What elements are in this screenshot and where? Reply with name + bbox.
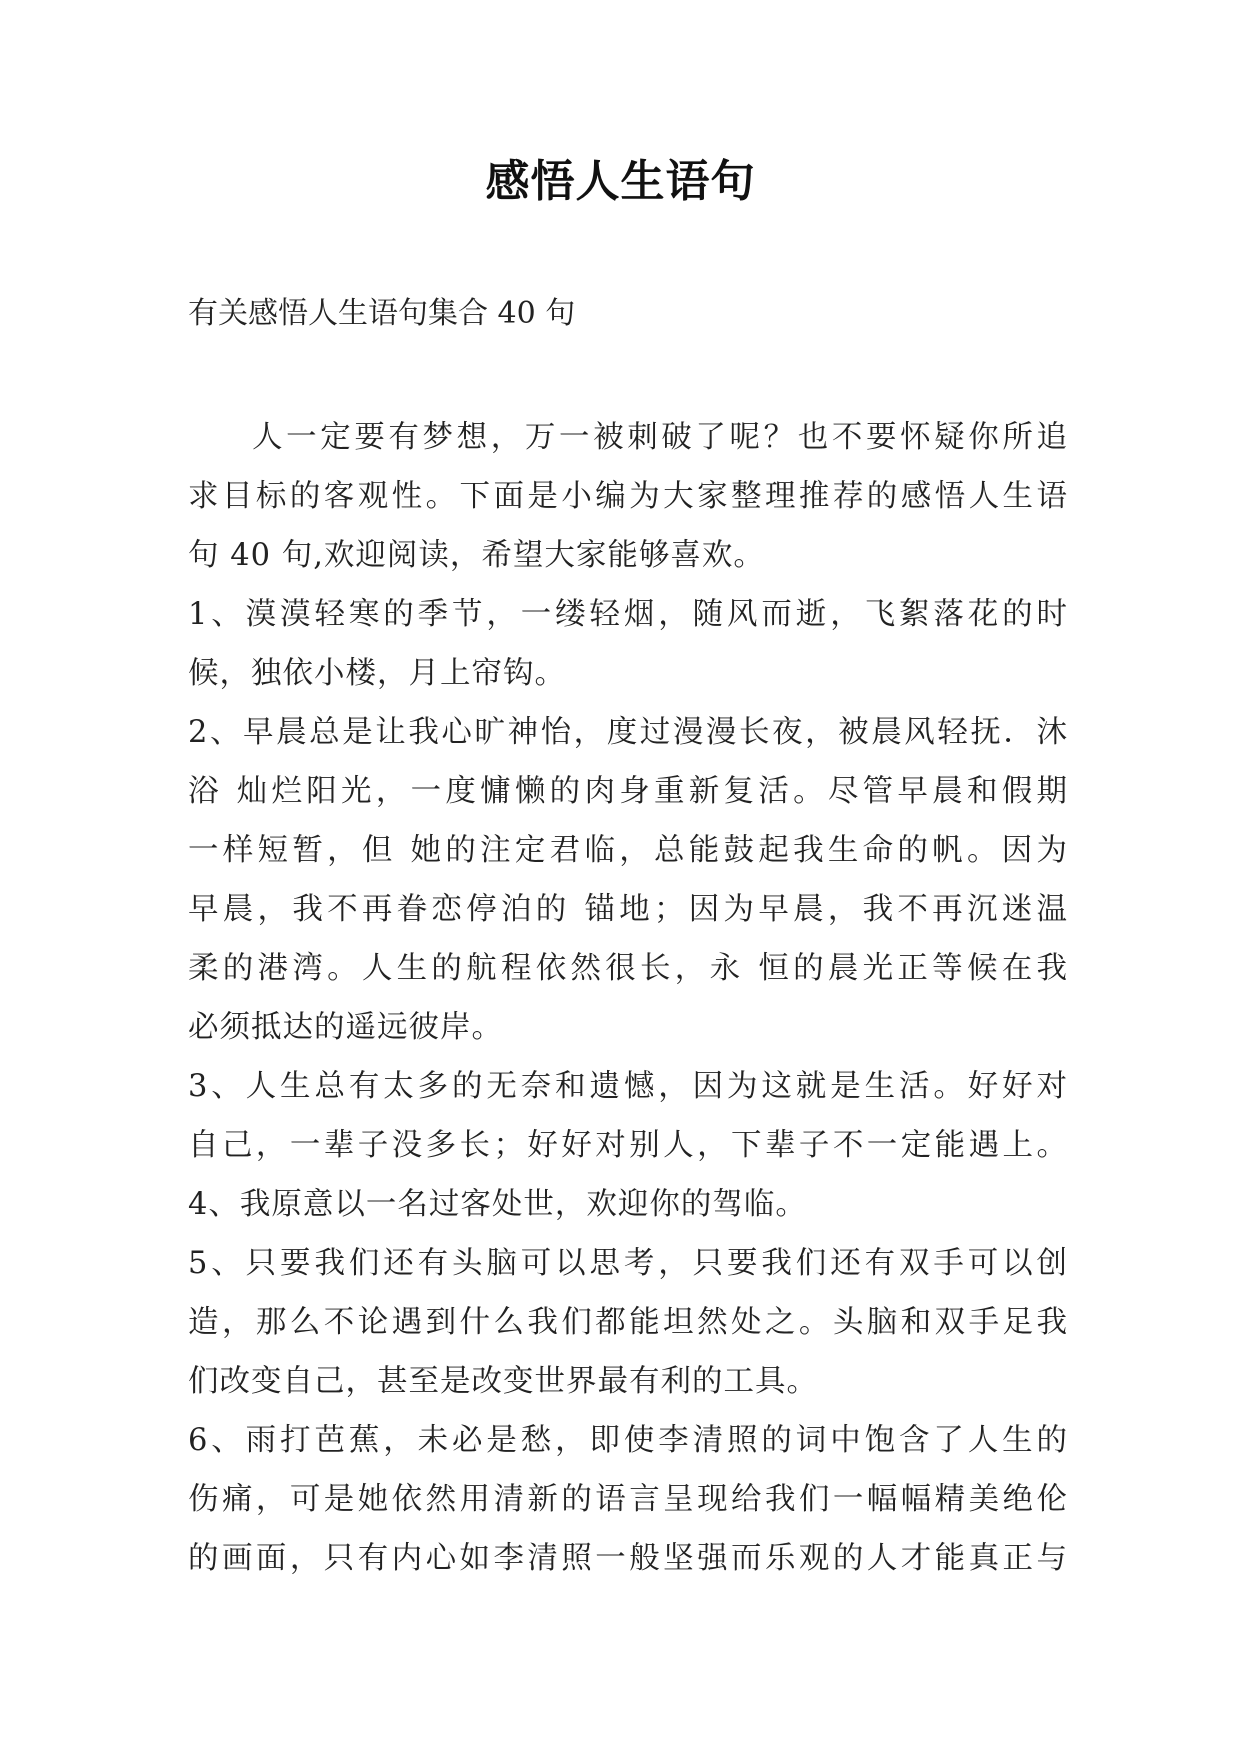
document-title: 感悟人生语句: [485, 156, 756, 207]
body-line: 浴 灿烂阳光，一度慵懒的肉身重新复活。尽管早晨和假期: [188, 774, 1068, 809]
body-line: 们改变自己，甚至是改变世界最有利的工具。: [188, 1364, 818, 1399]
body-line: 人一定要有梦想，万一被刺破了呢？也不要怀疑你所追: [252, 420, 1068, 455]
body-line: 必须抵达的遥远彼岸。: [188, 1010, 503, 1045]
body-line: 候，独依小楼，月上帘钩。: [188, 656, 566, 691]
document-body: [188, 408, 1068, 1588]
body-line: 5、只要我们还有头脑可以思考，只要我们还有双手可以创: [188, 1246, 1068, 1281]
body-line: 求目标的客观性。下面是小编为大家整理推荐的感悟人生语: [188, 479, 1068, 514]
body-line: 句 40 句,欢迎阅读，希望大家能够喜欢。: [188, 538, 765, 573]
body-line: 4、我原意以一名过客处世，欢迎你的驾临。: [188, 1187, 807, 1222]
body-line: 早晨，我不再眷恋停泊的 锚地；因为早晨，我不再沉迷温: [188, 892, 1068, 927]
body-line: 造，那么不论遇到什么我们都能坦然处之。头脑和双手足我: [188, 1305, 1068, 1340]
body-line: 6、雨打芭蕉，未必是愁，即使李清照的词中饱含了人生的: [188, 1423, 1068, 1458]
body-line: 伤痛，可是她依然用清新的语言呈现给我们一幅幅精美绝伦: [188, 1482, 1068, 1517]
body-line: 一样短暂，但 她的注定君临，总能鼓起我生命的帆。因为: [188, 833, 1068, 868]
document-subtitle: 有关感悟人生语句集合 40 句: [188, 296, 576, 331]
body-line: 的画面，只有内心如李清照一般坚强而乐观的人才能真正与: [188, 1541, 1068, 1576]
body-line: 自己，一辈子没多长；好好对别人，下辈子不一定能遇上。: [188, 1128, 1068, 1163]
body-line: 1、漠漠轻寒的季节，一缕轻烟，随风而逝，飞絮落花的时: [188, 597, 1068, 632]
body-line: 2、早晨总是让我心旷神怡，度过漫漫长夜，被晨风轻抚．沐: [188, 715, 1068, 750]
body-line: 3、人生总有太多的无奈和遗憾，因为这就是生活。好好对: [188, 1069, 1068, 1104]
body-line: 柔的港湾。人生的航程依然很长，永 恒的晨光正等候在我: [188, 951, 1068, 986]
